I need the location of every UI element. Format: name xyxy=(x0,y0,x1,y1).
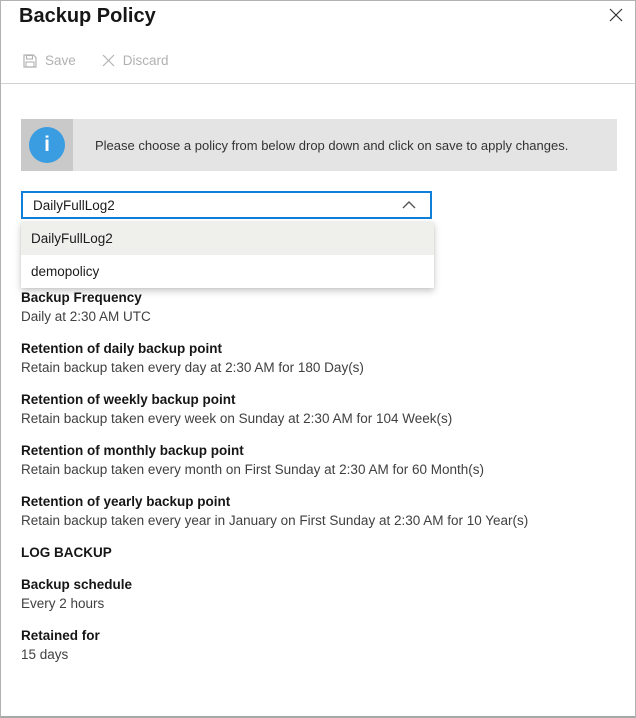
retained-for-label: Retained for xyxy=(21,628,100,643)
retained-for-value: 15 days xyxy=(21,647,69,662)
save-button[interactable] xyxy=(23,53,76,68)
info-banner-message: Please choose a policy from below drop down and click on save to apply changes. xyxy=(95,137,569,153)
log-backup-heading: LOG BACKUP xyxy=(21,545,112,560)
info-banner xyxy=(21,119,617,171)
policy-details xyxy=(21,288,615,677)
backup-frequency-value: Daily at 2:30 AM UTC xyxy=(21,309,151,324)
weekly-retention-value: Retain backup taken every week on Sunday at 2:30 AM for 104 Week(s) xyxy=(21,411,453,426)
policy-dropdown[interactable] xyxy=(21,191,432,219)
backup-frequency-label: Backup Frequency xyxy=(21,290,142,305)
discard-icon xyxy=(102,54,115,67)
daily-retention-label: Retention of daily backup point xyxy=(21,341,223,356)
backup-schedule-value: Every 2 hours xyxy=(21,596,105,611)
daily-retention-section xyxy=(21,339,615,377)
policy-dropdown-value: DailyFullLog2 xyxy=(33,197,115,213)
save-icon xyxy=(23,54,37,68)
close-icon[interactable] xyxy=(606,5,626,25)
discard-button-label: Discard xyxy=(122,53,169,68)
save-button-label: Save xyxy=(45,53,76,68)
page-title: Backup Policy xyxy=(19,5,156,27)
chevron-up-icon xyxy=(401,200,417,210)
daily-retention-value: Retain backup taken every day at 2:30 AM for 180 Day(s) xyxy=(21,360,364,375)
yearly-retention-section xyxy=(21,492,615,530)
policy-dropdown-list xyxy=(21,222,434,288)
yearly-retention-label: Retention of yearly backup point xyxy=(21,494,231,509)
backup-frequency-section xyxy=(21,288,615,326)
dropdown-option-demopolicy[interactable]: demopolicy xyxy=(21,255,434,288)
monthly-retention-value: Retain backup taken every month on First Sunday at 2:30 AM for 60 Month(s) xyxy=(21,462,484,477)
backup-schedule-label: Backup schedule xyxy=(21,577,133,592)
dropdown-option-dailyfulllog2[interactable]: DailyFullLog2 xyxy=(21,222,434,255)
monthly-retention-label: Retention of monthly backup point xyxy=(21,443,244,458)
yearly-retention-value: Retain backup taken every year in January on First Sunday at 2:30 AM for 10 Year(s) xyxy=(21,513,529,528)
monthly-retention-section xyxy=(21,441,615,479)
info-icon: i xyxy=(29,127,65,163)
discard-button[interactable] xyxy=(102,53,169,68)
info-icon-cell xyxy=(21,119,73,171)
toolbar xyxy=(23,53,169,68)
weekly-retention-section xyxy=(21,390,615,428)
weekly-retention-label: Retention of weekly backup point xyxy=(21,392,236,407)
retained-for-section xyxy=(21,626,615,664)
backup-schedule-section xyxy=(21,575,615,613)
toolbar-separator xyxy=(1,83,635,84)
